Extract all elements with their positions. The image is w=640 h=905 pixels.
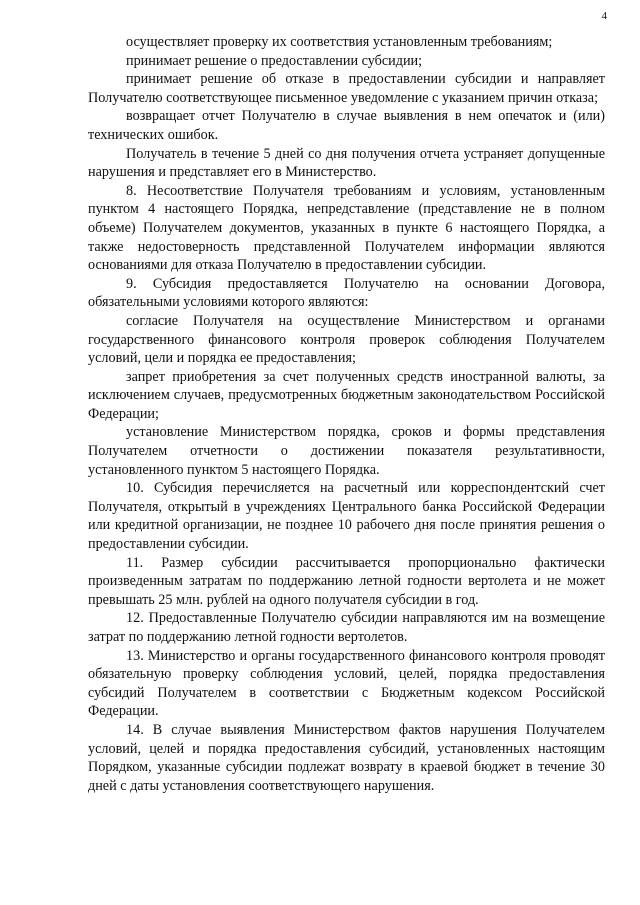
- paragraph-verification: осуществляет проверку их соответствия установленным требованиям;: [126, 34, 553, 50]
- paragraph-return-report: возвращает отчет Получателю в случае выявления в нем опечаток и (или) технических ошибок.: [88, 108, 605, 143]
- clause-12: 12. Предоставленные Получателю субсидии направляются им на возмещение затрат по поддержанию летной годности вертолетов.: [88, 610, 605, 645]
- clause-14: 14. В случае выявления Министерством фактов нарушения Получателем условий, целей и порядка предоставления субсидий, установленных настоящим Порядком, указанные субсидии подлежат возврату в краевой бюджет в течение 30 дней с даты установления соответствующего нарушения.: [88, 721, 605, 794]
- clause-8: 8. Несоответствие Получателя требованиям и условиям, установленным пунктом 4 настоящего Порядка, непредставление (представление не в полном объеме) Получателем документов, указанных в пункте 6 настоящего Порядка, а также недостоверность представленной Получателем информации являются основаниями для отказа Получателю в предоставлении субсидии.: [88, 182, 605, 274]
- clause-9-condition-consent: согласие Получателя на осуществление Министерством и органами государственного финансового контроля проверок соблюдения Получателем условий, цели и порядка ее предоставления;: [88, 312, 605, 367]
- clause-9-condition-currency-ban: запрет приобретения за счет полученных средств иностранной валюты, за исключением случаев, предусмотренных бюджетным законодательством Российской Федерации;: [88, 368, 605, 422]
- paragraph-refusal-decision: принимает решение об отказе в предоставлении субсидии и направляет Получателю соответствующее письменное уведомление с указанием причин отказа;: [88, 71, 605, 106]
- clause-13: 13. Министерство и органы государственного финансового контроля проводят обязательную проверку соблюдения условий, целей, порядка предоставления субсидий Получателем в соответствии с Бюджетным кодексом Российской Федерации.: [88, 647, 605, 720]
- clause-9: 9. Субсидия предоставляется Получателю на основании Договора, обязательными условиями которого являются:: [88, 275, 605, 311]
- clause-9-condition-reporting: установление Министерством порядка, сроков и формы представления Получателем отчетности о достижении показателя результативности, установленного пунктом 5 настоящего Порядка.: [88, 424, 605, 478]
- clause-10: 10. Субсидия перечисляется на расчетный или корреспондентский счет Получателя, открытый в учреждениях Центрального банка Российской Федерации или кредитной организации, не позднее 10 рабочего дня после принятия решения о предоставлении субсидии.: [88, 480, 605, 553]
- clause-11: 11. Размер субсидии рассчитывается пропорционально фактически произведенным затратам по поддержанию летной годности вертолета и не может превышать 25 млн. рублей на одного получателя субсидии в год.: [88, 554, 605, 608]
- document-body: [88, 33, 605, 795]
- paragraph-grant-decision: принимает решение о предоставлении субсидии;: [126, 52, 423, 69]
- page-number: 4: [601, 10, 607, 22]
- paragraph-recipient-corrections: Получатель в течение 5 дней со дня получения отчета устраняет допущенные нарушения и представляет его в Министерство.: [88, 145, 605, 181]
